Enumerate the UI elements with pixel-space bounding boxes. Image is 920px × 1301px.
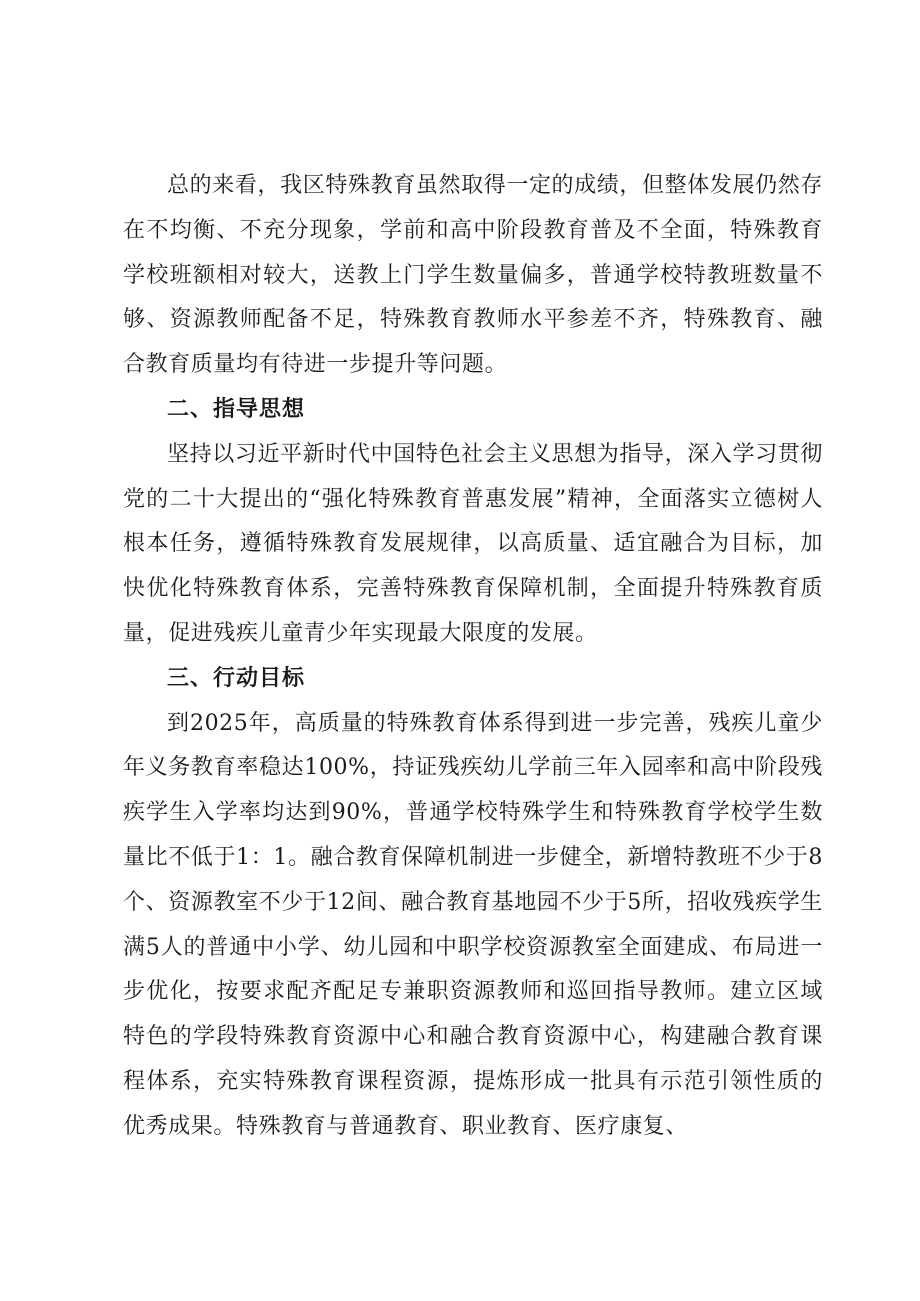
section-heading-action-goals: 三、行动目标: [167, 665, 306, 691]
guiding-ideology-paragraph: 坚持以习近平新时代中国特色社会主义思想为指导，深入学习贯彻党的二十大提出的“强化特殊教育普惠发展”精神，全面落实立德树人根本任务，遵循特殊教育发展规律，以高质量、适宜融合为目标，加快优化特殊教育体系，完善特殊教育保障机制，全面提升特殊教育质量，促进残疾儿童青少年实现最大限度的发展。: [123, 441, 823, 646]
summary-paragraph: 总的来看，我区特殊教育虽然取得一定的成绩，但整体发展仍然存在不均衡、不充分现象，学前和高中阶段教育普及不全面，特殊教育学校班额相对较大，送教上门学生数量偏多，普通学校特教班数量不够、资源教师配备不足，特殊教育教师水平参差不齐，特殊教育、融合教育质量均有待进一步提升等问题。: [123, 173, 823, 378]
section-heading-guiding-ideology: 二、指导思想: [167, 396, 306, 422]
document-body: [123, 164, 823, 1150]
action-goals-paragraph: 到2025年，高质量的特殊教育体系得到进一步完善，残疾儿童少年义务教育率稳达100%，持证残疾幼儿学前三年入园率和高中阶段残疾学生入学率均达到90%，普通学校特殊学生和特殊教育学校学生数量比不低于1：1。融合教育保障机制进一步健全，新增特教班不少于8个、资源教室不少于12间、融合教育基地园不少于5所，招收残疾学生满5人的普通中小学、幼儿园和中职学校资源教室全面建成、布局进一步优化，按要求配齐配足专兼职资源教师和巡回指导教师。建立区域特色的学段特殊教育资源中心和融合教育资源中心，构建融合教育课程体系，充实特殊教育课程资源，提炼形成一批具有示范引领性质的优秀成果。特殊教育与普通教育、职业教育、医疗康复、: [123, 710, 823, 1139]
